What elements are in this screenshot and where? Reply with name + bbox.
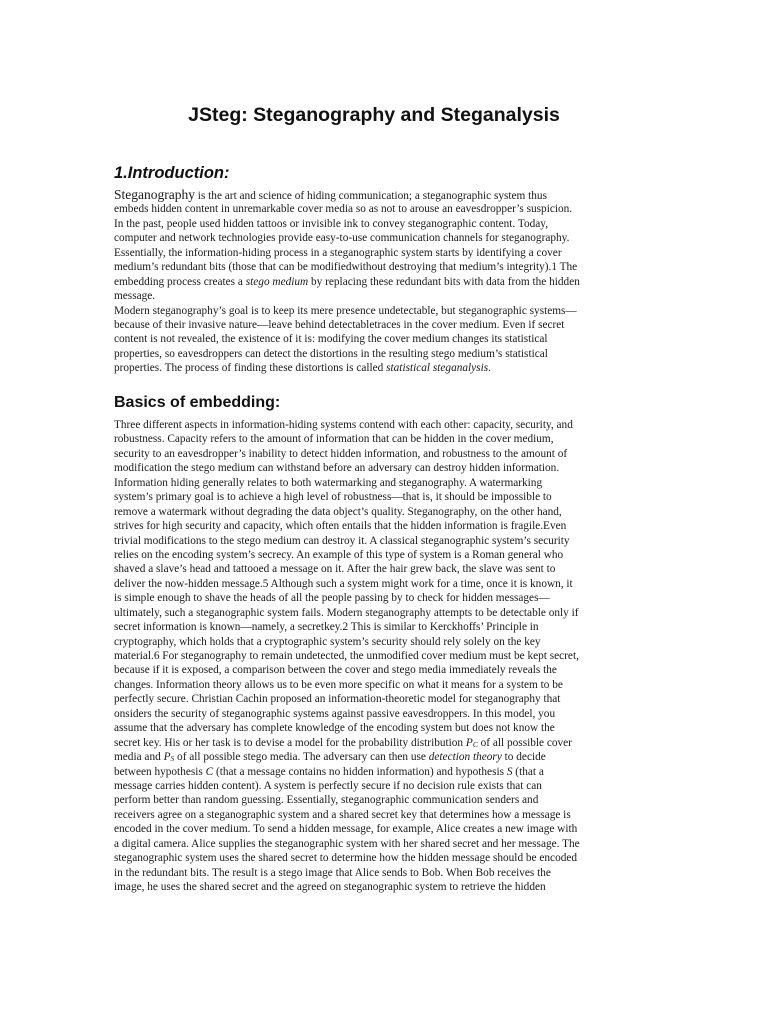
- introduction-heading: 1.Introduction:: [114, 164, 230, 182]
- text-line: ultimately, such a steganographic system fails. Modern steganography attempts to be detectable only if: [114, 606, 579, 619]
- variable-p: P: [465, 736, 473, 749]
- text-line: Three different aspects in information-hiding systems contend with each other: capacity, security, and: [114, 419, 573, 431]
- text-line: because of their invasive nature—leave behind detectabletraces in the cover medium. Even if secret: [114, 318, 565, 331]
- text-line: embeds hidden content in unremarkable cover media so as not to arouse an eavesdropper’s suspicion.: [114, 203, 573, 216]
- text-line: a digital camera. Alice supplies the steganographic system with her shared secret and her message. The: [114, 837, 580, 850]
- text-line: between hypothesis C (that a message contains no hidden information) and hypothesis S (that a: [114, 765, 544, 778]
- text-line: Information hiding generally relates to both watermarking and steganography. A watermarking: [114, 476, 543, 489]
- text-line: cryptography, which holds that a cryptographic system’s security should rely solely on the key: [114, 635, 541, 648]
- text-line: robustness. Capacity refers to the amount of information that can be hidden in the cover medium,: [114, 433, 554, 446]
- text-line: receivers agree on a steganographic system and a shared secret key that determines how a message is: [114, 808, 571, 821]
- text-line: deliver the now-hidden message.5 Although such a system might work for a time, once it is known, it: [114, 577, 573, 590]
- basics-heading: Basics of embedding:: [114, 394, 281, 411]
- basics-text: [114, 418, 634, 894]
- text-line: modification the stego medium can withstand before an adversary can destroy hidden information.: [114, 462, 560, 475]
- text-line: strives for high security and capacity, which often entails that the hidden information is fragile.Even: [114, 520, 567, 533]
- subscript-c: C: [472, 739, 478, 749]
- text-line: computer and network technologies provide easy-to-use communication channels for steganography.: [114, 232, 570, 245]
- text-line: media and PS of all possible stego media. The adversary can then use detection theory to decide: [114, 751, 546, 764]
- variable-c: C: [205, 765, 214, 778]
- text-line: message carries hidden content). A system is perfectly secure if no decision rule exists that can: [114, 779, 542, 792]
- text-line: perform better than random guessing. Essentially, steganographic communication senders and: [114, 794, 539, 807]
- text-line: properties, so eavesdroppers can detect the distortions in the resulting stego medium’s statistical: [114, 347, 548, 360]
- text-line: onsiders the security of steganographic systems against passive eavesdroppers. In this model, you: [114, 707, 556, 720]
- text-line: trivial modifications to the stego medium can destroy it. A classical steganographic system’s security: [114, 534, 570, 547]
- italic-term: stego medium: [245, 275, 309, 288]
- variable-s: S: [506, 765, 513, 778]
- introduction-text: [114, 188, 634, 376]
- text-line: system’s primary goal is to achieve a high level of robustness—that is, it should be impossible to: [114, 491, 552, 504]
- text-line: secret key. His or her task is to devise a model for the probability distribution PC of all possible cover: [114, 736, 572, 749]
- text-line: In the past, people used hidden tattoos or invisible ink to convey steganographic content. Today,: [114, 217, 549, 230]
- text-line: shaved a slave’s head and tattooed a message on it. After the hair grew back, the slave was sent to: [114, 563, 556, 576]
- text-line: Essentially, the information-hiding process in a steganographic system starts by identifying a cover: [114, 246, 562, 259]
- text-line: steganographic system uses the shared secret to determine how the hidden message should be encoded: [114, 852, 578, 865]
- text-line: because if it is exposed, a comparison between the cover and stego media immediately reveals the: [114, 664, 557, 677]
- text-line: embedding process creates a stego medium by replacing these redundant bits with data from the hidden: [114, 275, 580, 288]
- text-line: Modern steganography’s goal is to keep its mere presence undetectable, but steganographic systems—: [114, 304, 577, 317]
- text-line: message.: [114, 290, 156, 303]
- text-line: image, he uses the shared secret and the agreed on steganographic system to retrieve the hidden: [114, 881, 546, 893]
- text-line: medium’s redundant bits (those that can be modifiedwithout destroying that medium’s integrity).1 The: [114, 261, 578, 274]
- text-line: security to an eavesdropper’s inability to detect hidden information, and robustness to the amount of: [114, 447, 568, 460]
- text-line: encoded in the cover medium. To send a hidden message, for example, Alice creates a new image with: [114, 823, 578, 836]
- text-line: properties. The process of finding these distortions is called statistical steganalysis.: [114, 362, 491, 375]
- text-line: is simple enough to shave the heads of all the people passing by to check for hidden messages—: [114, 592, 550, 605]
- italic-term: statistical steganalysis: [386, 362, 489, 375]
- text-line: material.6 For steganography to remain undetected, the unmodified cover medium must be kept secret,: [114, 650, 579, 662]
- text-line: in the redundant bits. The result is a stego image that Alice sends to Bob. When Bob receives the: [114, 866, 551, 879]
- text-line: assume that the adversary has complete knowledge of the encoding system but does not know the: [114, 722, 555, 735]
- subscript-s: S: [170, 754, 175, 764]
- text-line: remove a watermark without degrading the data object’s quality. Steganography, on the other hand,: [114, 505, 562, 518]
- text-line: secret information is known—namely, a secretkey.2 This is similar to Kerckhoffs’ Principle in: [114, 621, 539, 634]
- text-line: Steganography is the art and science of hiding communication; a steganographic system thus: [114, 187, 547, 202]
- lead-word: Steganography: [114, 187, 195, 202]
- text-line: changes. Information theory allows us to be even more specific on what it means for a system to be: [114, 678, 563, 691]
- variable-p: P: [163, 751, 171, 764]
- text-line: content is not revealed, the existence of it is: modifying the cover medium changes its statistical: [114, 333, 548, 346]
- text-line: relies on the encoding system’s secrecy. An example of this type of system is a Roman general who: [114, 548, 564, 561]
- document-title: JSteg: Steganography and Steganalysis: [188, 104, 560, 126]
- text-line: perfectly secure. Christian Cachin proposed an information-theoretic model for steganography that: [114, 693, 561, 706]
- italic-term: detection theory: [428, 751, 502, 764]
